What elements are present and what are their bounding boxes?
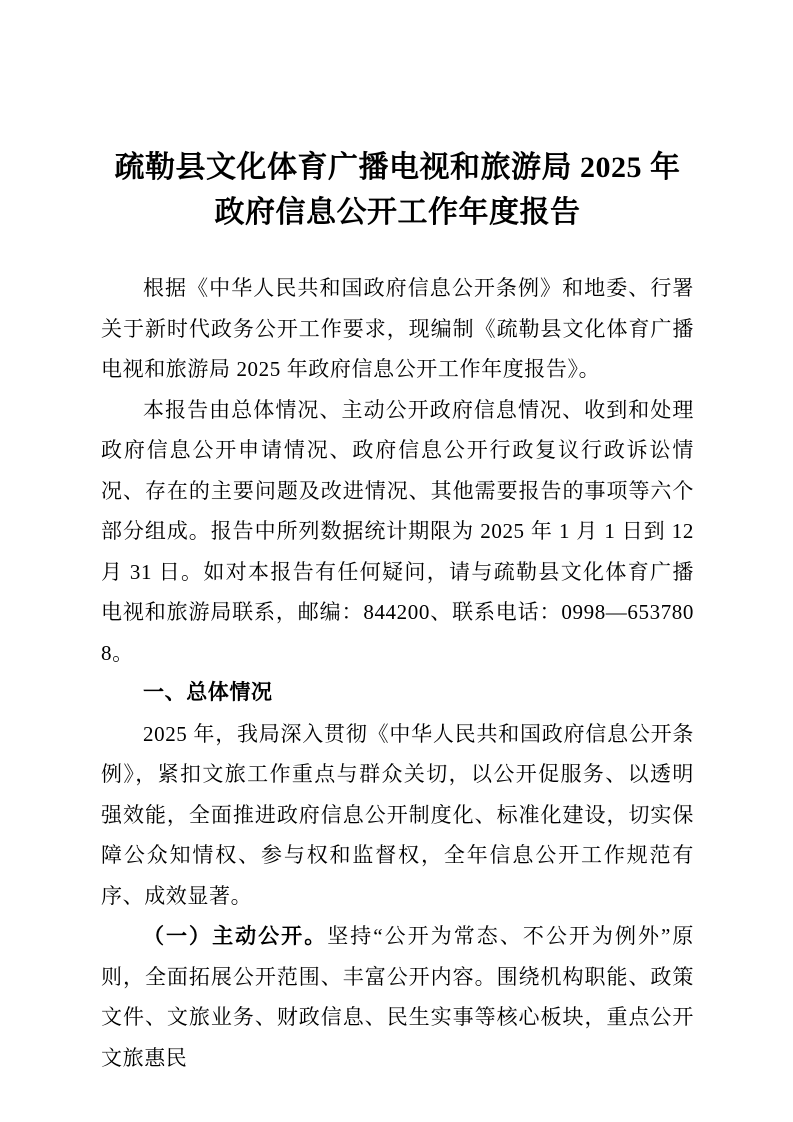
paragraph-legal-basis: 根据《中华人民共和国政府信息公开条例》和地委、行署关于新时代政务公开工作要求，现编制《疏勒县文化体育广播电视和旅游局 2025 年政府信息公开工作年度报告》。 xyxy=(101,276,694,381)
paragraph-report-structure: 本报告由总体情况、主动公开政府信息情况、收到和处理政府信息公开申请情况、政府信息公开行政复议行政诉讼情况、存在的主要问题及改进情况、其他需要报告的事项等六个部分组成。报告中所列数据统计期限为 2025 年 1 月 1 日到 12 月 31 日。如对本报告有任何疑问，请与疏勒县文化体育广播电视和旅游局联系，邮编：844200、联系电话：0998—6537808。 xyxy=(101,397,694,665)
paragraph-overall-situation: 2025 年，我局深入贯彻《中华人民共和国政府信息公开条例》，紧扣文旅工作重点与群众关切，以公开促服务、以透明强效能，全面推进政府信息公开制度化、标准化建设，切实保障公众知情权、参与权和监督权，全年信息公开工作规范有序、成效显著。 xyxy=(101,721,694,908)
paragraph-proactive-disclosure xyxy=(101,916,694,1078)
document-title-line-2: 政府信息公开工作年度报告 xyxy=(214,196,581,229)
document-title xyxy=(101,145,694,235)
document-title-line-1: 疏勒县文化体育广播电视和旅游局 2025 年 xyxy=(114,151,681,184)
subsection-text-proactive-disclosure: 坚持“公开为常态、不公开为例外”原则，全面拓展公开范围、丰富公开内容。围绕机构职能、政策文件、文旅业务、财政信息、民生实事等核心板块，重点公开文旅惠民 xyxy=(101,924,694,1070)
subsection-lead-proactive-disclosure: （一）主动公开。 xyxy=(143,924,328,948)
section-heading-overall-situation: 一、总体情况 xyxy=(143,681,273,704)
